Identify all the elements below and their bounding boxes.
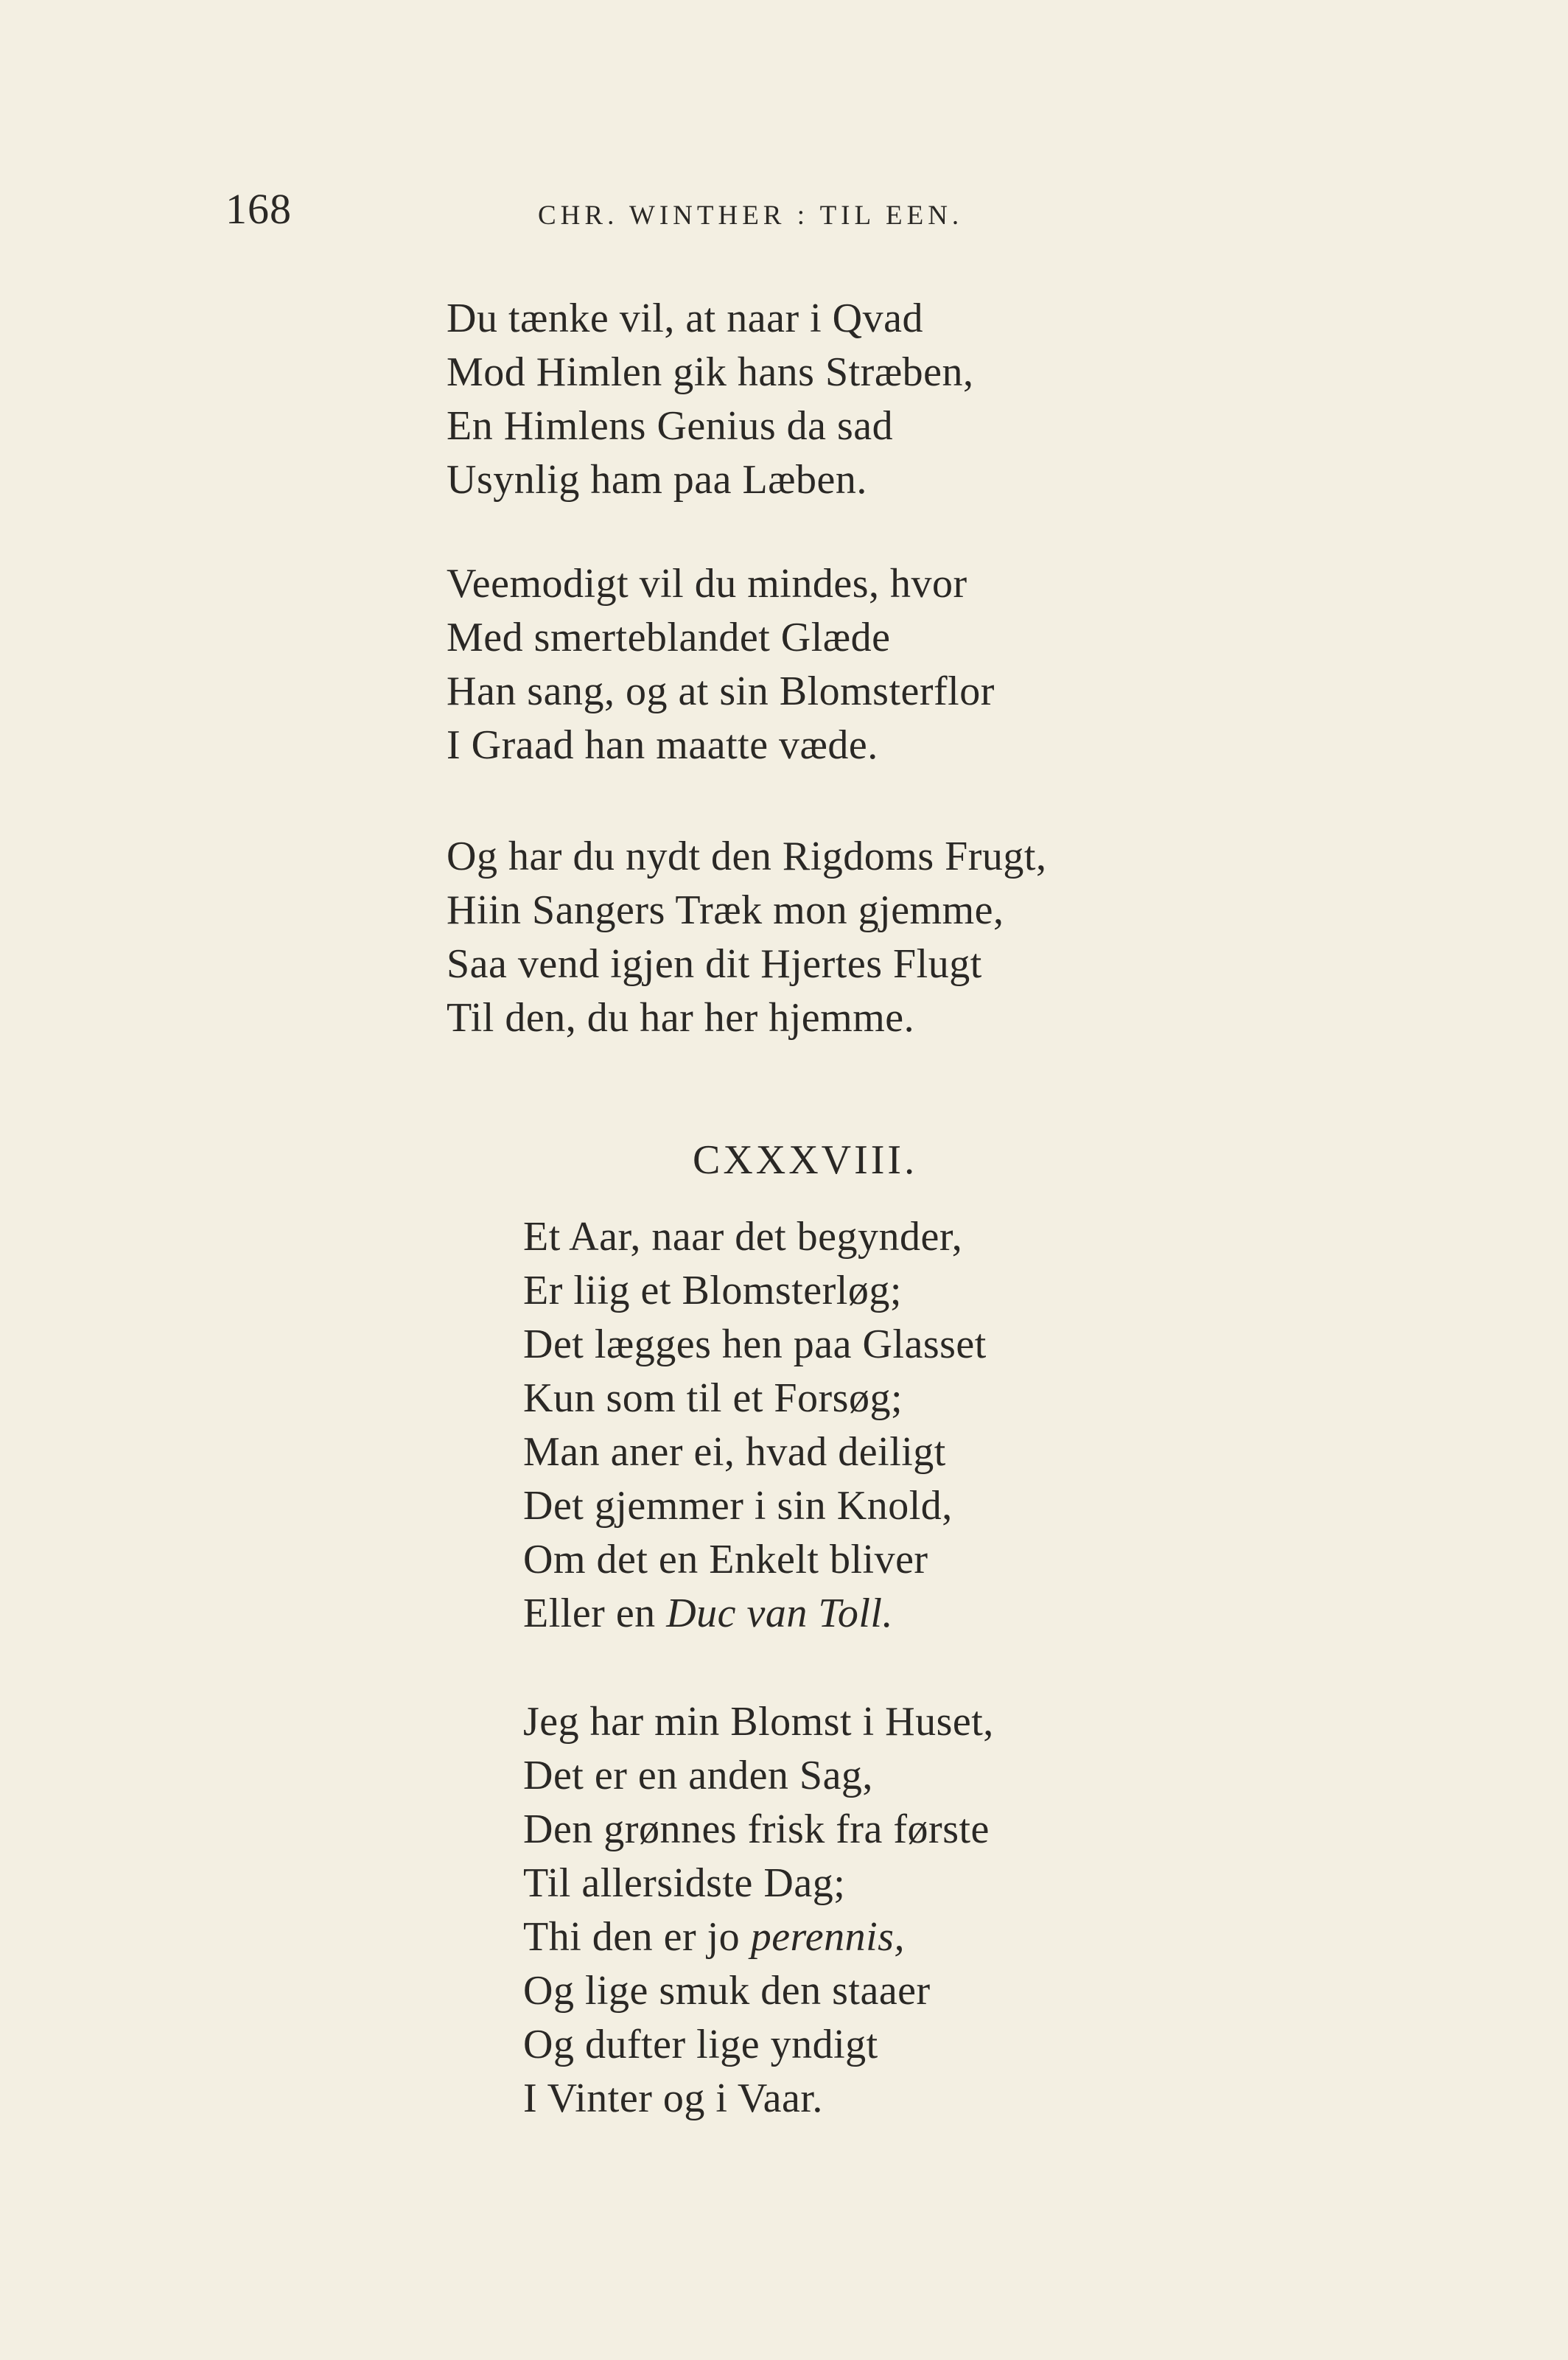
verse-line: Jeg har min Blomst i Huset,	[523, 1699, 994, 1745]
running-title: CHR. WINTHER : TIL EEN.	[538, 200, 964, 231]
verse-line: Hiin Sangers Træk mon gjemme,	[447, 887, 1004, 933]
verse-line: Det gjemmer i sin Knold,	[523, 1483, 953, 1529]
verse-line: Saa vend igjen dit Hjertes Flugt	[447, 941, 982, 987]
verse-line: Og har du nydt den Rigdoms Frugt,	[447, 834, 1047, 879]
verse-line: Du tænke vil, at naar i Qvad	[447, 296, 923, 341]
verse-line: Mod Himlen gik hans Stræben,	[447, 349, 974, 395]
stanza-2	[447, 557, 995, 772]
verse-line: I Vinter og i Vaar.	[523, 2076, 823, 2121]
verse-line: Det lægges hen paa Glasset	[523, 1322, 987, 1367]
verse-line: Den grønnes frisk fra første	[523, 1806, 990, 1852]
verse-line: Om det en Enkelt bliver	[523, 1537, 928, 1582]
verse-line: Det er en anden Sag,	[523, 1753, 873, 1798]
verse-text: Thi den er jo	[523, 1914, 751, 1960]
verse-line: Kun som til et Forsøg;	[523, 1375, 903, 1421]
page-number: 168	[225, 185, 292, 233]
verse-line: Et Aar, naar det begynder,	[523, 1214, 963, 1260]
verse-line: Han sang, og at sin Blomsterflor	[447, 668, 995, 714]
poem-cxxxviii-stanza-2	[523, 1695, 994, 2126]
flower-name-italic: Duc van Toll.	[666, 1591, 893, 1636]
verse-text: Eller en	[523, 1591, 667, 1636]
latin-word-italic: perennis,	[750, 1914, 905, 1960]
verse-line: Til den, du har her hjemme.	[447, 995, 915, 1041]
verse-line: Med smerteblandet Glæde	[447, 615, 891, 660]
verse-line: I Graad han maatte væde.	[447, 722, 878, 768]
verse-line	[523, 1587, 987, 1641]
stanza-1	[447, 292, 974, 507]
verse-line: Og dufter lige yndigt	[523, 2022, 878, 2067]
verse-line: En Himlens Genius da sad	[447, 403, 894, 449]
verse-line: Veemodigt vil du mindes, hvor	[447, 561, 967, 607]
verse-line: Og lige smuk den staaer	[523, 1968, 931, 2014]
verse-line: Er liig et Blomsterløg;	[523, 1268, 902, 1313]
poem-cxxxviii-stanza-1	[523, 1210, 987, 1641]
poem-heading: CXXXVIII.	[693, 1137, 918, 1183]
verse-line: Usynlig ham paa Læben.	[447, 457, 867, 503]
verse-line: Til allersidste Dag;	[523, 1860, 846, 1906]
stanza-3	[447, 830, 1046, 1045]
verse-line: Man aner ei, hvad deiligt	[523, 1429, 946, 1475]
verse-line	[523, 1910, 994, 1964]
